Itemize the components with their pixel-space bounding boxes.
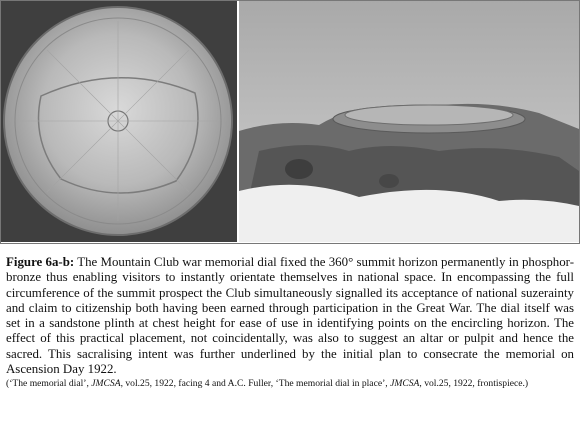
source-close: , vol.25, 1922, frontispiece.) [419,378,529,390]
figure-source [6,378,574,390]
source-open: (‘The memorial dial’, [6,378,92,390]
source-mid: , vol.25, 1922, facing 4 and A.C. Fuller, ‘The memorial dial in place’, [120,378,391,390]
source-journal-2: JMCSA [390,378,420,390]
caption-text: The Mountain Club war memorial dial fixed the 360° summit horizon permanently in phosphor-bronze thus enabling visitors to instantly orientate themselves in national space. In encompassing the full circumference of the summit prospect the Club simultaneously signalled its acceptance of national suzerainty and claim to citizenship both having been earned through participation in the Great War. The dial itself was set in a sandstone plinth at chest height for ease of use in identifying points on the encircling horizon. The effect of this practical placement, not coincidentally, was also to suggest an altar or pulpit and hence the sacred. This sacralising intent was further underlined by the initial plan to consecrate the memorial on Ascension Day 1922. [6,255,575,377]
figure-caption [6,255,574,390]
source-journal-1: JMCSA [91,378,121,390]
figure-label: Figure 6a-b: [6,255,75,269]
memorial-dial-photo [1,1,237,242]
memorial-in-place-photo [239,1,579,242]
